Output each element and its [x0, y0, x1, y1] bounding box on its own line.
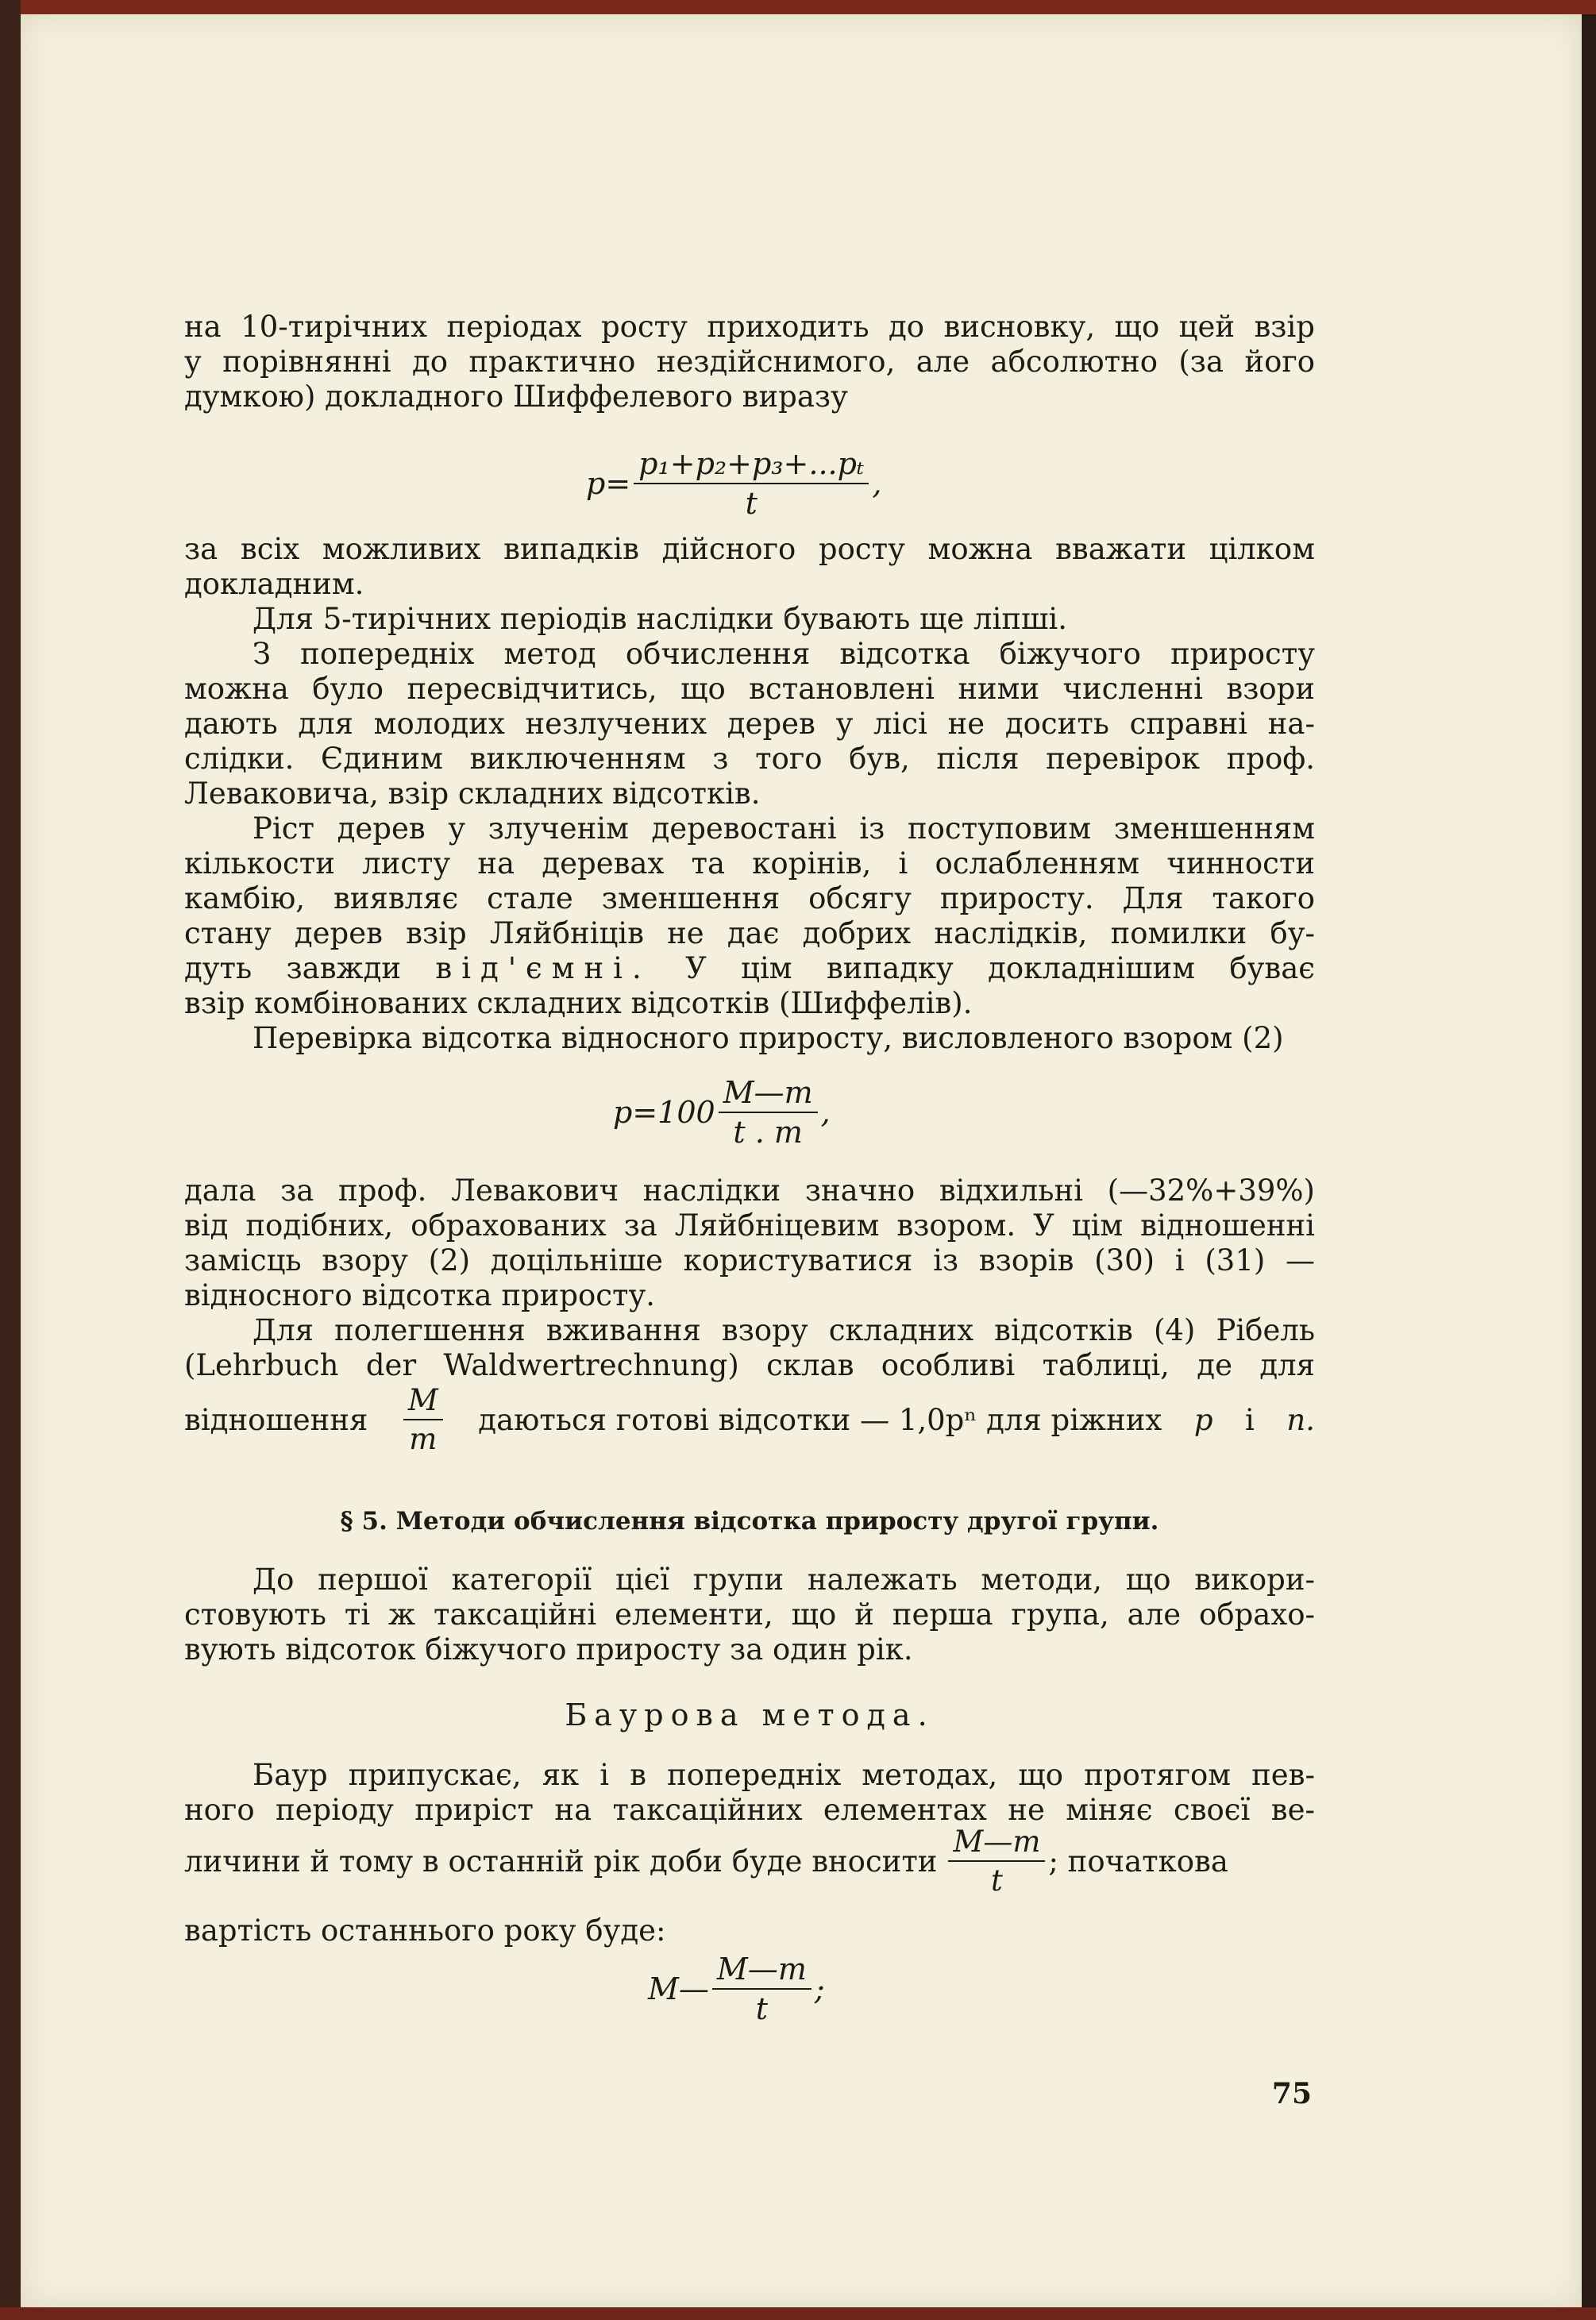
inline-fraction [948, 1825, 1045, 1898]
paragraph-baur [184, 1758, 1315, 1828]
paragraph-tree-growth [184, 811, 1315, 1021]
text-line: замісць взору (2) доцільніше користуватися із взорів (30) і (31) — [184, 1243, 1315, 1278]
text-line: за всіх можливих випадків дійсного росту можна вважати цілком [184, 532, 1315, 566]
text-line: кількости листу на деревах та корінів, і ослабленням чинности [184, 846, 1315, 881]
formula-numerator: M—m [712, 1952, 811, 1990]
text-line: дала за проф. Левакович наслідки значно відхильні (—32%+39%) [184, 1173, 1315, 1208]
variable-p: p [1193, 1402, 1213, 1437]
text-segment: У цім випадку докладнішим буває [650, 951, 1315, 985]
text-line: (Lehrbuch der Waldwertrechnung) склав особливі таблиці, де для [184, 1348, 1315, 1382]
book-bottom-edge [0, 2307, 1596, 2320]
variable-n: n. [1286, 1402, 1315, 1437]
inline-fraction [403, 1383, 443, 1456]
paragraph-conclusion [184, 532, 1315, 602]
fraction-denominator: t [991, 1863, 1003, 1898]
text-line: відносного відсотка приросту. [184, 1278, 656, 1312]
formula-denominator: t [755, 1991, 769, 2026]
text-line: дають для молодих незлучених дерев у лісі не досить справні на- [184, 707, 1315, 741]
text-line: взір комбінованих складних відсотків (Шиффелів). [184, 986, 973, 1020]
formula-lhs: M— [648, 1971, 709, 2006]
text-line: від подібних, обрахованих за Ляйбніцевим взором. У цім відношенні [184, 1208, 1315, 1243]
paragraph-baur-end [184, 1913, 1315, 1948]
text-segment: личини й тому в останній рік доби буде вносити [184, 1844, 938, 1879]
formula-fraction [634, 446, 869, 521]
text-segment: даються готові відсотки — 1,0pⁿ для ріжних [478, 1402, 1162, 1437]
paragraph-check [184, 1021, 1315, 1056]
fraction-numerator: M—m [948, 1825, 1045, 1862]
book-spine-edge [0, 0, 21, 2320]
formula-suffix: ; [814, 1971, 825, 2006]
text-line: До першої категорії цієї групи належать методи, що викори- [253, 1563, 1315, 1597]
text-line: стовують ті ж таксаційні елементи, що й перша група, але обрахо- [184, 1597, 1315, 1632]
text-segment: і [1245, 1402, 1255, 1437]
riebel-line [184, 1383, 1315, 1456]
text-line: Ріст дерев у злученім деревостані із поступовим зменшенням [253, 811, 1315, 846]
text-line: можна було пересвідчитись, що встановлені ними численні взори [184, 672, 1315, 706]
formula-lhs: p=100 [613, 1095, 715, 1130]
paragraph-previous-methods [184, 637, 1315, 811]
formula-suffix: , [820, 1095, 831, 1130]
text-line: Для 5-тирічних періодів наслідки бувають ще ліпші. [253, 602, 1068, 636]
book-top-edge [0, 0, 1596, 14]
text-line: у порівнянні до практично нездійснимого, але абсолютно (за його [184, 345, 1315, 379]
text-line: З попередніх метод обчислення відсотка біжучого приросту [253, 637, 1315, 671]
section-heading: § 5. Методи обчислення відсотка приросту другої групи. [340, 1507, 1159, 1536]
formula-denominator: t . m [733, 1115, 803, 1150]
fraction-denominator: m [409, 1422, 438, 1456]
formula-numerator: M—m [719, 1075, 818, 1113]
formula-relative-increment [613, 1075, 831, 1150]
emphasized-word: від'ємні. [435, 951, 651, 985]
text-line: ного періоду приріст на таксаційних елементах не міняє своєї ве- [184, 1793, 1315, 1827]
text-line: слідки. Єдиним виключенням з того був, після перевірок проф. [184, 742, 1315, 776]
text-line: Для полегшення вживання взору складних відсотків (4) Рібель [253, 1313, 1315, 1347]
text-line: докладним. [184, 567, 364, 601]
formula-numerator: p₁+p₂+p₃+...pₜ [634, 446, 869, 484]
page-number: 75 [1271, 2077, 1312, 2110]
text-line: Баур припускає, як і в попередніх методах, що протягом пев- [253, 1758, 1315, 1792]
text-segment: ; початкова [1048, 1844, 1228, 1879]
text-line: думкою) докладного Шиффелевого виразу [184, 380, 848, 414]
baur-line [184, 1825, 1315, 1898]
paragraph-second-group [184, 1563, 1315, 1667]
paragraph-riebel [184, 1313, 1315, 1383]
paragraph-five-year [184, 602, 1315, 637]
fraction-numerator: M [403, 1383, 443, 1420]
text-line: вують відсоток біжучого приросту за один рік. [184, 1632, 913, 1667]
formula-lhs: p= [586, 466, 631, 501]
formula-suffix: , [872, 466, 882, 501]
formula-schiffel [586, 446, 881, 521]
text-segment: дуть завжди [184, 951, 436, 985]
method-title: Баурова метода. [565, 1698, 935, 1732]
text-line: камбію, виявляє стале зменшення обсягу приросту. Для такого [184, 881, 1315, 915]
paragraph-levakovich [184, 1173, 1315, 1313]
paragraph-intro [184, 310, 1315, 414]
text-line: Перевірка відсотка відносного приросту, висловленого взором (2) [253, 1021, 1284, 1055]
text-line: вартість останнього року буде: [184, 1913, 666, 1948]
formula-fraction [719, 1075, 818, 1150]
formula-last-year-value [648, 1952, 825, 2026]
text-line: стану дерев взір Ляйбніців не дає добрих наслідків, помилки бу- [184, 916, 1315, 950]
text-line: Леваковича, взір складних відсотків. [184, 777, 761, 811]
book-page [21, 14, 1582, 2307]
text-segment: відношення [184, 1402, 368, 1437]
formula-denominator: t [745, 486, 758, 521]
text-line: на 10-тирічних періодах росту приходить до висновку, що цей взір [184, 310, 1315, 344]
text-line [184, 951, 1315, 986]
formula-fraction [712, 1952, 811, 2026]
